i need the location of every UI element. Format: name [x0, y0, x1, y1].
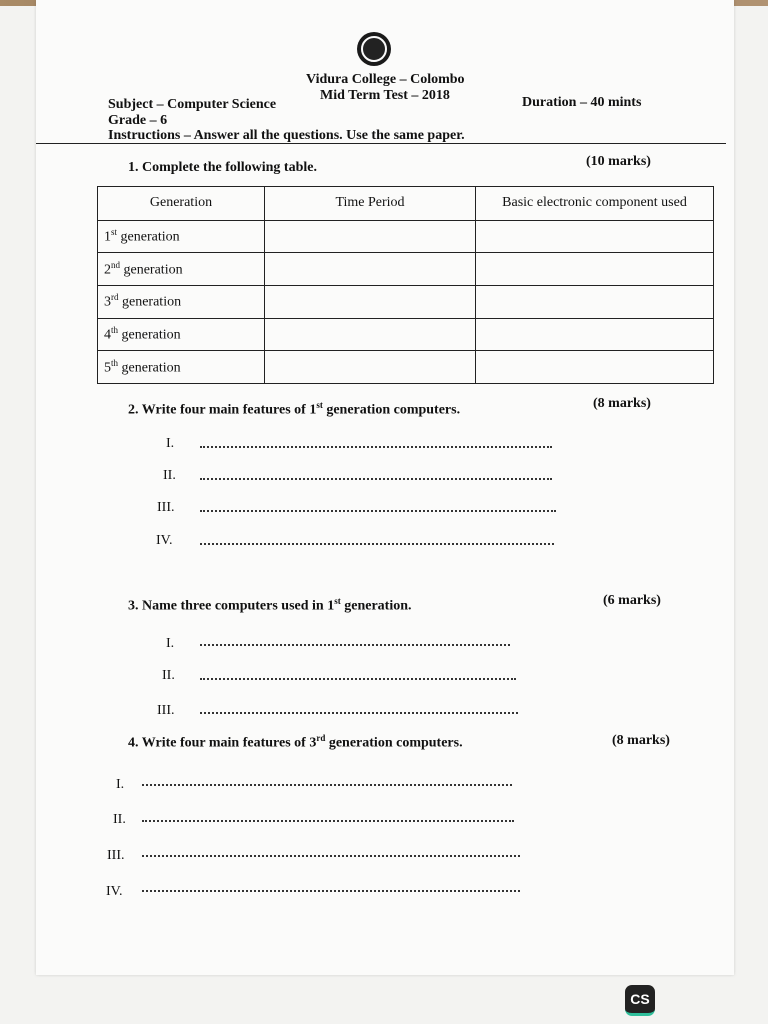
- time-period-cell[interactable]: [265, 220, 476, 253]
- q4-prompt: 4. Write four main features of 3rd generation computers.: [128, 733, 463, 751]
- answer-line[interactable]: [200, 678, 516, 680]
- generation-label: 3rd generation: [98, 285, 265, 318]
- q4-marks: (8 marks): [612, 733, 670, 748]
- camscanner-logo-icon: CS: [625, 985, 655, 1016]
- grade-line: Grade – 6: [108, 113, 168, 128]
- answer-number: I.: [166, 636, 175, 651]
- exam-title: Mid Term Test – 2018: [320, 88, 450, 103]
- q2-prompt: 2. Write four main features of 1st generation computers.: [128, 400, 461, 418]
- answer-line[interactable]: [142, 855, 520, 857]
- time-period-cell[interactable]: [265, 351, 476, 384]
- table-row: [98, 318, 714, 351]
- table-row: [98, 253, 714, 286]
- answer-number: IV.: [106, 884, 123, 899]
- answer-line[interactable]: [142, 820, 514, 822]
- answer-number: I.: [116, 777, 125, 792]
- time-period-cell[interactable]: [265, 318, 476, 351]
- generation-table: [97, 186, 714, 384]
- answer-number: III.: [157, 703, 175, 718]
- answer-line[interactable]: [142, 784, 512, 786]
- subject-line: Subject – Computer Science: [108, 97, 277, 112]
- component-cell[interactable]: [476, 253, 714, 286]
- generation-label: 4th generation: [98, 318, 265, 351]
- q1-prompt: 1. Complete the following table.: [128, 160, 317, 175]
- answer-line[interactable]: [200, 478, 552, 480]
- answer-line[interactable]: [200, 644, 510, 646]
- answer-number: III.: [107, 848, 125, 863]
- answer-number: II.: [113, 812, 126, 827]
- generation-label: 2nd generation: [98, 253, 265, 286]
- table-header-row: [98, 187, 714, 221]
- answer-line[interactable]: [142, 890, 520, 892]
- component-cell[interactable]: [476, 285, 714, 318]
- component-cell[interactable]: [476, 351, 714, 384]
- column-header: Time Period: [265, 187, 476, 221]
- column-header: Generation: [98, 187, 265, 221]
- answer-number: I.: [166, 436, 175, 451]
- q1-marks: (10 marks): [586, 154, 651, 169]
- q3-prompt: 3. Name three computers used in 1st generation.: [128, 596, 412, 614]
- column-header: Basic electronic component used: [476, 187, 714, 221]
- generation-label: 1st generation: [98, 220, 265, 253]
- time-period-cell[interactable]: [265, 285, 476, 318]
- table-row: [98, 285, 714, 318]
- answer-line[interactable]: [200, 510, 556, 512]
- answer-line[interactable]: [200, 543, 554, 545]
- time-period-cell[interactable]: [265, 253, 476, 286]
- answer-number: II.: [163, 468, 176, 483]
- header-divider: [36, 143, 726, 144]
- school-crest-icon: [357, 32, 391, 66]
- table-row: [98, 220, 714, 253]
- answer-number: III.: [157, 500, 175, 515]
- answer-line[interactable]: [200, 712, 518, 714]
- component-cell[interactable]: [476, 318, 714, 351]
- q3-marks: (6 marks): [603, 593, 661, 608]
- answer-number: IV.: [156, 533, 173, 548]
- table-row: [98, 351, 714, 384]
- exam-paper: [36, 0, 734, 975]
- component-cell[interactable]: [476, 220, 714, 253]
- school-name: Vidura College – Colombo: [306, 72, 465, 87]
- answer-line[interactable]: [200, 446, 552, 448]
- q2-marks: (8 marks): [593, 396, 651, 411]
- instructions-line: Instructions – Answer all the questions. Use the same paper.: [108, 128, 465, 143]
- duration-line: Duration – 40 mints: [522, 95, 642, 110]
- answer-number: II.: [162, 668, 175, 683]
- generation-label: 5th generation: [98, 351, 265, 384]
